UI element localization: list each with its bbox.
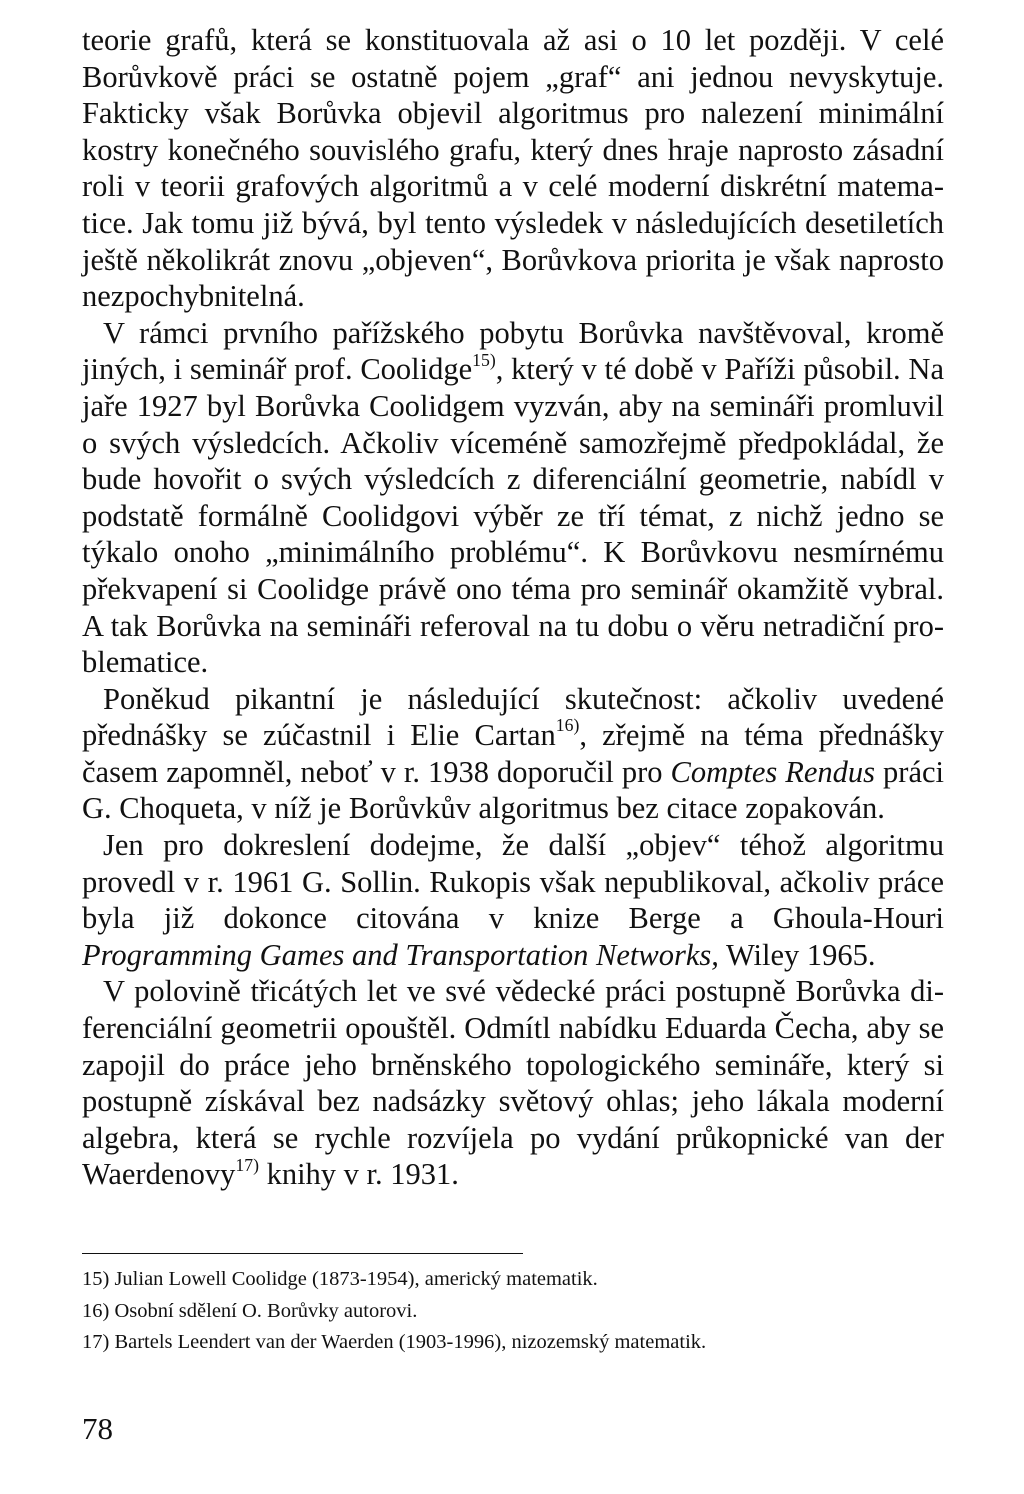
page-number: 78 [82, 1411, 113, 1446]
paragraph [82, 973, 944, 1193]
text-segment: V rámci prvního pařížského pobytu Borůvka navštěvoval, kromě jiných, i seminář prof. Coolidge [82, 315, 944, 387]
text-segment: Wiley 1965. [718, 937, 876, 972]
footnote-ref-17: 17) [235, 1154, 259, 1175]
footnote-ref-15: 15) [472, 349, 496, 370]
text-segment: knihy v r. 1931. [258, 1157, 459, 1192]
text-segment: teorie grafů, která se konstituovala až asi o 10 let později. V celé Borůvkově práci se ostatně pojem „graf“ ani jednou nevyskytuje. Fakticky však Borůvka objevil algoritmus pro nalezení minimální kostry konečného souvislého grafu, který dnes hraje naprosto zásadní roli v teorii grafových algoritmů a v celé moderní diskrétní matematice. Jak tomu již bývá, byl tento výsledek v následujících desetiletích ještě několikrát znovu „objeven“, Borůvkova priorita je však naprosto nezpochybnitelná. [82, 23, 944, 314]
paragraph [82, 22, 944, 315]
text-segment: , zřejmě na téma přednášky časem zapomněl, neboť v r. 1938 doporučil pro [82, 718, 944, 789]
paragraph [82, 681, 944, 827]
text-segment: Poněkud pikantní je následující skutečnost: ačkoliv uvedené přednášky se zúčastnil i Elie Cartan [82, 681, 944, 753]
text-segment: práci G. Choqueta, v níž je Borůvkův algoritmus bez citace zopakován. [82, 754, 944, 826]
italic-title: Programming Games and Transportation Networks, [82, 937, 719, 972]
text-segment: , který v té době v Paříži působil. Na jaře 1927 byl Borůvka Coolidgem vyzván, aby na semináři promluvil o svých výsledcích. Ačkoliv víceméně samozřejmě předpokládal, že bude hovořit o svých výsledcích z diferenciální geometrie, nabídl v podstatě formálně Coolidgovi výběr ze tří témat, z nichž jedno se týkalo onoho „minimálního problému“. K Borůvkovu nesmírnému překvapení si Coolidge právě ono téma pro seminář okamžitě vybral. A tak Borůvka na semináři referoval na tu dobu o věru netradiční problematice. [82, 352, 944, 680]
footnote-ref-16: 16) [555, 715, 580, 736]
main-text [82, 22, 944, 1193]
paragraph [82, 315, 944, 681]
book-page [82, 0, 944, 1494]
text-segment: V polovině třicátých let ve své vědecké práci postupně Borůvka diferenciální geometrii opouštěl. Odmítl nabídku Eduarda Čecha, aby se zapojil do práce jeho brněnského topologického semináře, který si postupně získával bez nadsázky světový ohlas; jeho lákala moderní algebra, která se rychle rozvíjela po vydání průkopnické van der Waerdenovy [82, 974, 944, 1192]
footnote-17: 17) Bartels Leendert van der Waerden (1903-1996), nizozemský matematik. [82, 1331, 707, 1353]
footnote-16: 16) Osobní sdělení O. Borůvky autorovi. [82, 1299, 418, 1322]
footnote-15: 15) Julian Lowell Coolidge (1873-1954), americký matematik. [82, 1268, 598, 1290]
footnote-divider [82, 1253, 523, 1254]
italic-title: Comptes Rendus [670, 754, 876, 789]
paragraph [82, 827, 944, 973]
text-segment: Jen pro dokreslení dodejme, že další „objev“ téhož algoritmu provedl v r. 1961 G. Sollin. Rukopis však nepublikoval, ačkoliv práce byla již dokonce citována v knize Berge a Ghoula-Houri [82, 828, 944, 936]
footnotes [82, 1264, 944, 1359]
